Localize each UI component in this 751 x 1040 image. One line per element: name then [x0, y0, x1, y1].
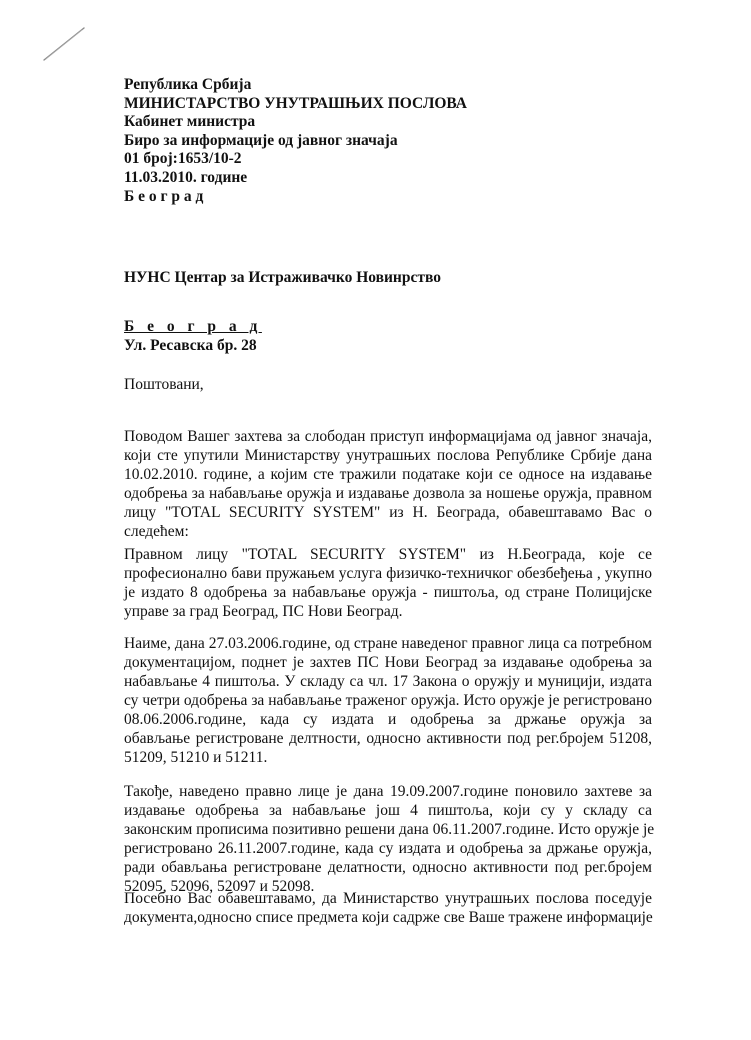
letterhead	[124, 76, 644, 206]
paragraph-line: документацијом, поднет је захтев ПС Нови Београд за издавање одобрења за	[124, 654, 652, 671]
paragraph-line: Такође, наведено правно лице је дана 19.09.2007.године поновило захтеве за	[124, 783, 652, 800]
paragraph-line: је издато 8 одобрења за набављање оружја - пиштоља, од стране Полицијске	[124, 584, 652, 601]
paragraph-1	[124, 427, 652, 541]
paragraph-line: регистровано 26.11.2007.године, када су издата и одобрења за држање оружја,	[124, 840, 652, 857]
document-date: 11.03.2010. године	[124, 168, 248, 186]
paragraph-line: Правном лицу "TOTAL SECURITY SYSTEM" из Н.Београда, које се	[124, 546, 652, 563]
ministry-name: МИНИСТАРСТВО УНУТРАШЊИХ ПОСЛОВА	[124, 94, 467, 112]
paragraph-line: професионално бави пружањем услуга физичко-техничког обезбеђења , укупно	[124, 565, 652, 582]
pen-stroke-mark	[40, 24, 88, 64]
salutation: Поштовани,	[124, 376, 204, 393]
sender-city: Б е о г р а д	[124, 187, 204, 205]
recipient-city: Б е о г р а д	[124, 318, 262, 335]
paragraph-line: 10.02.2010. године, а којим сте тражили податаке који се односе на издавање	[124, 466, 652, 483]
recipient-name: НУНС Центар за Истраживачко Новинрство	[124, 269, 441, 286]
recipient-street: Ул. Ресавска бр. 28	[124, 336, 257, 354]
reference-number: 01 број:1653/10-2	[124, 150, 242, 168]
bureau-name: Биро за информације од јавног значаја	[124, 131, 398, 149]
paragraph-line: 51209, 51210 и 51211.	[124, 749, 268, 766]
paragraph-line: документа,односно списе предмета који садрже све Ваше тражене информације	[124, 909, 653, 926]
paragraph-line: одобрења за набављање оружја и издавање дозвола за ношење оружја, правном	[124, 485, 652, 502]
paragraph-line: који сте упутили Министарству унутрашњих послова Републике Србије дана	[124, 447, 652, 464]
paragraph-line: издавање одобрења за набављање још 4 пиштоља, који су у складу са	[124, 802, 652, 819]
paragraph-line: лицу "TOTAL SECURITY SYSTEM" из Н. Београда, обавештавамо Вас о	[124, 504, 652, 521]
paragraph-line: следећем:	[124, 523, 189, 540]
country-name: Република Србија	[124, 76, 252, 93]
paragraph-line: управе за град Београд, ПС Нови Београд.	[124, 603, 403, 620]
paragraph-3	[124, 634, 652, 767]
paragraph-line: 08.06.2006.године, када су издата и одобрења за држање оружја за	[124, 711, 652, 728]
paragraph-4	[124, 782, 655, 896]
paragraph-line: обављање регистроване делтности, односно активности под рег.бројем 51208,	[124, 730, 652, 747]
paragraph-line: Посебно Вас обавештавамо, да Министарство унутрашњих послова поседује	[124, 890, 652, 907]
paragraph-5	[124, 889, 652, 927]
paragraph-line: ради обављања регистроване делатности, односно активности под рег.бројем	[124, 859, 652, 876]
office-name: Кабинет министра	[124, 113, 256, 131]
paragraph-line: законским прописима позитивно решени дана 06.11.2007.године. Исто оружје је	[124, 821, 655, 838]
recipient-address	[124, 318, 262, 355]
paragraph-line: набављање 4 пиштоља. У складу са чл. 17 Закона о оружју и муницији, издата	[124, 673, 652, 690]
paragraph-line: 52095, 52096, 52097 и 52098.	[124, 878, 315, 895]
paragraph-line: су четри одобрења за набављање траженог оружја. Исто оружје је регистровано	[124, 692, 652, 709]
paragraph-2	[124, 545, 652, 621]
paragraph-line: Наиме, дана 27.03.2006.године, од стране наведеног правног лица са потребном	[124, 635, 652, 652]
paragraph-line: Поводом Вашег захтева за слободан приступ информацијама од јавног значаја,	[124, 428, 652, 445]
